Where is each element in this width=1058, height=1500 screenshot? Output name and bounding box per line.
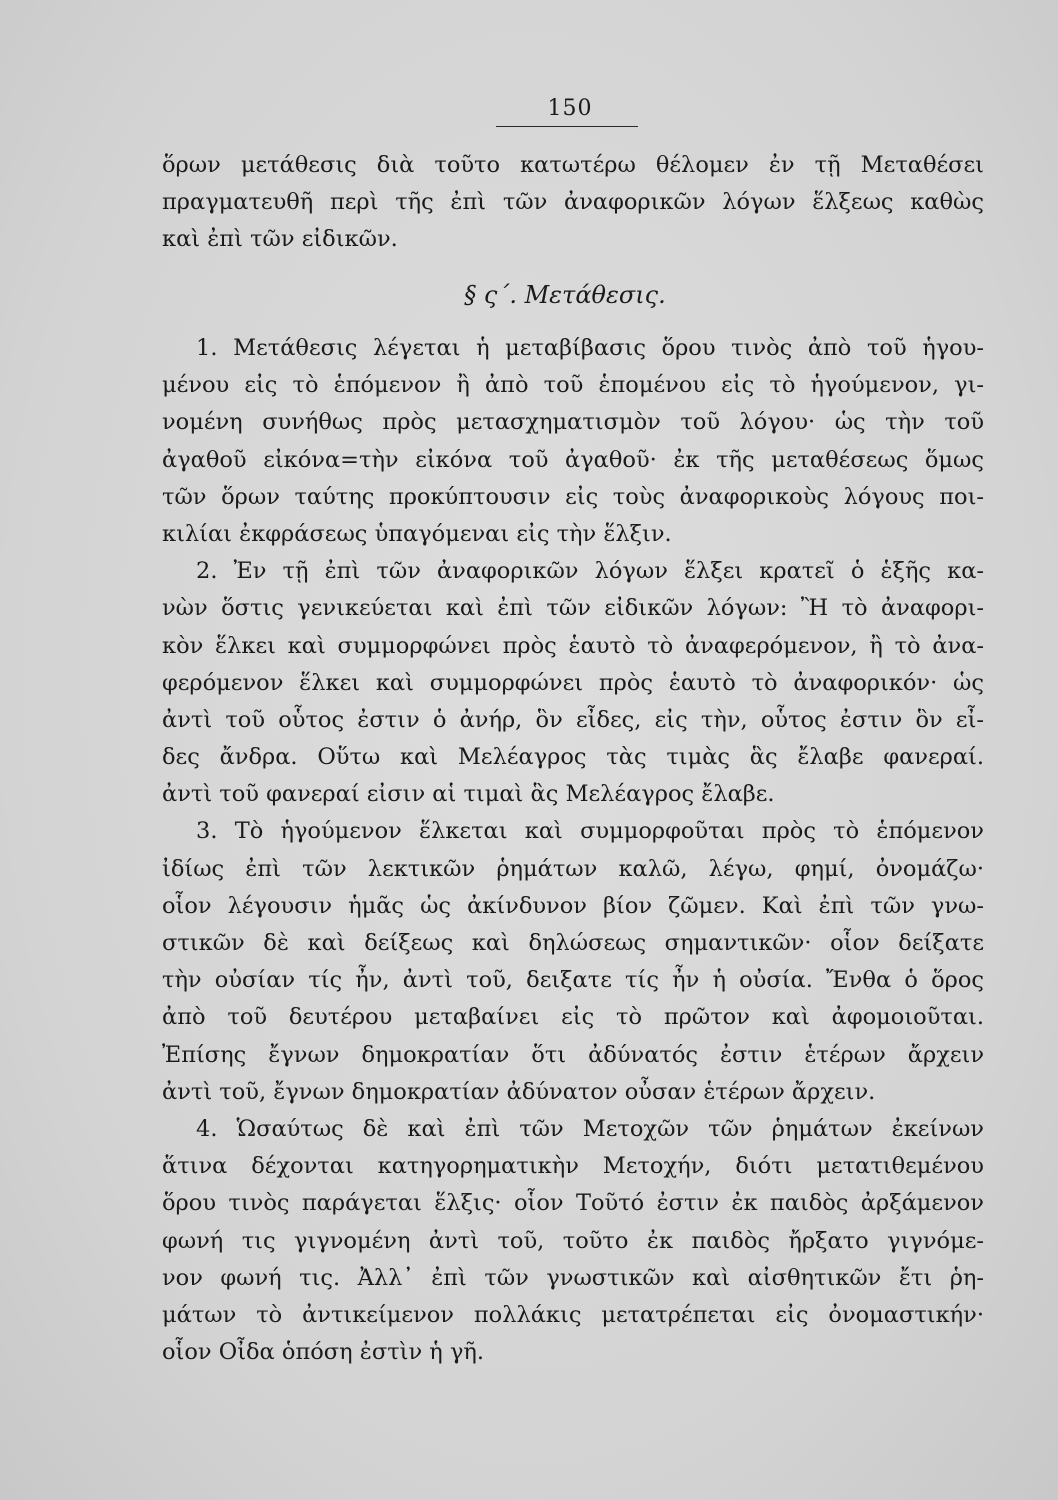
text-line: τὴν οὐσίαν τίς ἦν, ἀντὶ τοῦ, δειξατε τίς ἦν ἡ οὐσία. Ἔνθα ὁ ὅρος	[162, 967, 984, 994]
text-line: ὅρων μετάθεσις διὰ τοῦτο κατωτέρω θέλομεν ἐν τῇ Μεταθέσει	[162, 152, 984, 178]
text-line: στικῶν δὲ καὶ δείξεως καὶ δηλώσεως σημαντικῶν· οἷον δείξατε	[162, 930, 984, 956]
intro-paragraph	[162, 147, 984, 259]
text-line: καὶ ἐπὶ τῶν εἰδικῶν.	[162, 226, 398, 253]
text-line: 3. Τὸ ἡγούμενον ἕλκεται καὶ συμμορφοῦται πρὸς τὸ ἑπόμενον	[196, 818, 984, 845]
text-line: 4. Ὡσαύτως δὲ καὶ ἐπὶ τῶν Μετοχῶν τῶν ῥημάτων ἐκείνων	[196, 1115, 984, 1142]
text-line: φερόμενον ἕλκει καὶ συμμορφώνει πρὸς ἑαυτὸ τὸ ἀναφορικόν· ὡς	[162, 669, 984, 696]
text-line: 2. Ἐν τῇ ἐπὶ τῶν ἀναφορικῶν λόγων ἕλξει κρατεῖ ὁ ἑξῆς κα-	[196, 558, 984, 585]
text-line: 1. Μετάθεσις λέγεται ἡ μεταβίβασις ὅρου τινὸς ἀπὸ τοῦ ἡγου-	[196, 335, 984, 361]
text-line: κιλίαι ἐκφράσεως ὑπαγόμεναι εἰς τὴν ἕλξιν.	[162, 520, 672, 547]
text-line: τῶν ὅρων ταύτης προκύπτουσιν εἰς τοὺς ἀναφορικοὺς λόγους ποι-	[162, 483, 984, 510]
text-line: πραγματευθῆ περὶ τῆς ἐπὶ τῶν ἀναφορικῶν λόγων ἕλξεως καθὼς	[162, 189, 984, 216]
section-heading: § ς΄. Μετάθεσις.	[464, 281, 666, 309]
text-line: οἷον λέγουσιν ἡμᾶς ὡς ἀκίνδυνον βίον ζῶμεν. Καὶ ἐπὶ τῶν γνω-	[162, 892, 984, 919]
text-line: μάτων τὸ ἀντικείμενον πολλάκις μετατρέπεται εἰς ὀνομαστικήν·	[162, 1301, 984, 1328]
text-line: ἀπὸ τοῦ δευτέρου μεταβαίνει εἰς τὸ πρῶτον καὶ ἀφομοιοῦται.	[162, 1004, 984, 1031]
text-line: φωνή τις γιγνομένη ἀντὶ τοῦ, τοῦτο ἐκ παιδὸς ἤρξατο γιγνόμε-	[162, 1227, 984, 1254]
text-line: μένου εἰς τὸ ἑπόμενον ἢ ἀπὸ τοῦ ἑπομένου εἰς τὸ ἡγούμενον, γι-	[162, 372, 984, 399]
text-line: ἰδίως ἐπὶ τῶν λεκτικῶν ῥημάτων καλῶ, λέγω, φημί, ὀνομάζω·	[162, 855, 984, 882]
text-line: κὸν ἕλκει καὶ συμμορφώνει πρὸς ἑαυτὸ τὸ ἀναφερόμενον, ἢ τὸ ἀνα-	[162, 632, 984, 659]
text-line: ἀντὶ τοῦ οὗτος ἐστιν ὁ ἀνήρ, ὃν εἶδες, εἰς τὴν, οὗτος ἐστιν ὃν εἶ-	[162, 706, 984, 733]
text-line: ἀντὶ τοῦ φανεραί εἰσιν αἱ τιμαὶ ἃς Μελέαγρος ἔλαβε.	[162, 781, 775, 808]
text-line: νὼν ὅστις γενικεύεται καὶ ἐπὶ τῶν εἰδικῶν λόγων: Ἢ τὸ ἀναφορι-	[162, 595, 984, 622]
text-line: ἀντὶ τοῦ, ἔγνων δημοκρατίαν ἀδύνατον οὖσαν ἑτέρων ἄρχειν.	[162, 1078, 876, 1105]
text-line: ὅρου τινὸς παράγεται ἕλξις· οἷον Τοῦτό ἐστιν ἐκ παιδὸς ἀρξάμενον	[162, 1190, 984, 1217]
text-line: νον φωνή τις. Ἀλλ᾽ ἐπὶ τῶν γνωστικῶν καὶ αἰσθητικῶν ἔτι ῥη-	[162, 1264, 984, 1291]
page-number-rule	[496, 126, 638, 127]
text-line: δες ἄνδρα. Οὕτω καὶ Μελέαγρος τὰς τιμὰς ἃς ἔλαβε φανεραί.	[162, 744, 984, 771]
body-text	[162, 330, 984, 1371]
text-line: Ἐπίσης ἔγνων δημοκρατίαν ὅτι ἀδύνατός ἐστιν ἑτέρων ἄρχειν	[162, 1041, 984, 1068]
text-line: ἀγαθοῦ εἰκόνα=τὴν εἰκόνα τοῦ ἀγαθοῦ· ἐκ τῆς μεταθέσεως ὅμως	[162, 446, 984, 473]
text-line: νομένη συνήθως πρὸς μετασχηματισμὸν τοῦ λόγου· ὡς τὴν τοῦ	[162, 409, 984, 436]
text-line: οἷον Οἶδα ὁπόση ἐστὶν ἡ γῆ.	[162, 1339, 485, 1366]
page-number: 150	[547, 96, 593, 121]
text-line: ἅτινα δέχονται κατηγορηματικὴν Μετοχήν, διότι μετατιθεμένου	[162, 1153, 984, 1180]
